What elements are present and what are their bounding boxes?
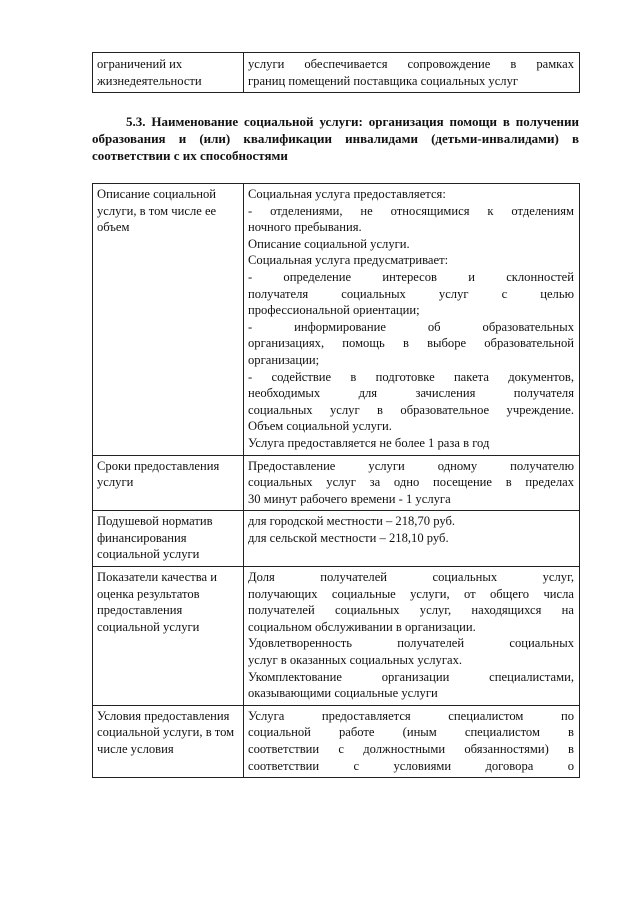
cell-line: социальной работе (иным специалистом в — [248, 725, 574, 740]
cell-line: Услуга предоставляется не более 1 раза в год — [248, 435, 490, 450]
cell-line: необходимых для зачисления получателя — [248, 386, 574, 401]
cell-line: для сельской местности – 218,10 руб. — [248, 530, 449, 545]
cell-line: жизнедеятельности — [97, 73, 202, 88]
row-label-cell: Описание социальной услуги, в том числе ее объем — [93, 184, 244, 456]
table-row — [93, 184, 580, 456]
cell-line: получающих социальные услуги, от общего числа — [248, 586, 574, 601]
cell-line: - определение интересов и склонностей — [248, 269, 574, 284]
row-content-cell — [244, 705, 580, 777]
cell-line: Услуга предоставляется специалистом по — [248, 708, 574, 723]
cell-line: Укомплектование организации специалистами, — [248, 669, 574, 684]
cell-line: ограничений их — [97, 57, 183, 71]
row-label-cell — [93, 53, 244, 93]
table-row — [93, 567, 580, 706]
cell-line: получателей социальных услуг, находящихся на — [248, 603, 574, 618]
cell-line: - информирование об образовательных — [248, 319, 574, 334]
table-row — [93, 455, 580, 511]
cell-line: социальных услуг за одно посещение в пределах — [248, 475, 574, 490]
cell-line: социальном обслуживании в организации. — [248, 619, 476, 634]
cell-line: Социальная услуга предусматривает: — [248, 253, 449, 268]
row-content-cell — [244, 53, 580, 93]
cell-line: Удовлетворенность получателей социальных — [248, 636, 574, 651]
cell-line: для городской местности – 218,70 руб. — [248, 514, 456, 529]
row-content-cell — [244, 511, 580, 567]
row-content-cell — [244, 455, 580, 511]
cell-line: организациях, помощь в выборе образовательной — [248, 336, 574, 351]
cell-line: профессиональной ориентации; — [248, 303, 420, 318]
cell-line: оказывающими социальные услуги — [248, 686, 438, 701]
table-row — [93, 511, 580, 567]
row-label-cell: Подушевой норматив финансирования социальной услуги — [93, 511, 244, 567]
cell-line: получателя социальных услуг с целью — [248, 286, 574, 301]
cell-line: соответствии с условиями договора о — [248, 758, 574, 773]
cell-line: соответствии с должностными обязанностями) в — [248, 742, 574, 756]
cell-line: Предоставление услуги одному получателю — [248, 458, 574, 473]
cell-line: услуг в оказанных социальных услугах. — [248, 653, 463, 668]
row-label-cell: Показатели качества и оценка результатов предоставления социальной услуги — [93, 567, 244, 706]
service-table — [92, 183, 580, 778]
section-heading: 5.3. Наименование социальной услуги: организация помощи в получении образования и (или) квалификации инвалидами (детьми-инвалидами) в соответствии с их способностями — [92, 114, 579, 163]
cell-line: социальных услуг в образовательное учреждение. — [248, 402, 574, 417]
row-label-cell: Сроки предоставления услуги — [93, 455, 244, 511]
table-row — [93, 705, 580, 777]
cell-line: 30 минут рабочего времени - 1 услуга — [248, 491, 451, 506]
row-content-cell — [244, 184, 580, 456]
cell-line: ночного пребывания. — [248, 220, 362, 235]
top-table-fragment — [92, 52, 580, 93]
cell-line: Описание социальной услуги. — [248, 236, 410, 251]
cell-line: Социальная услуга предоставляется: — [248, 187, 446, 201]
cell-line: организации; — [248, 352, 320, 367]
table-row — [93, 53, 580, 93]
cell-line: - содействие в подготовке пакета документов, — [248, 369, 574, 384]
row-content-cell — [244, 567, 580, 706]
cell-line: границ помещений поставщика социальных услуг — [248, 73, 519, 88]
cell-line: Объем социальной услуги. — [248, 419, 392, 434]
cell-line: - отделениями, не относящимися к отделениям — [248, 203, 574, 218]
cell-line: Доля получателей социальных услуг, — [248, 570, 574, 585]
cell-line: услуги обеспечивается сопровождение в рамках — [248, 57, 574, 71]
row-label-cell: Условия предоставления социальной услуги, в том числе условия — [93, 705, 244, 777]
